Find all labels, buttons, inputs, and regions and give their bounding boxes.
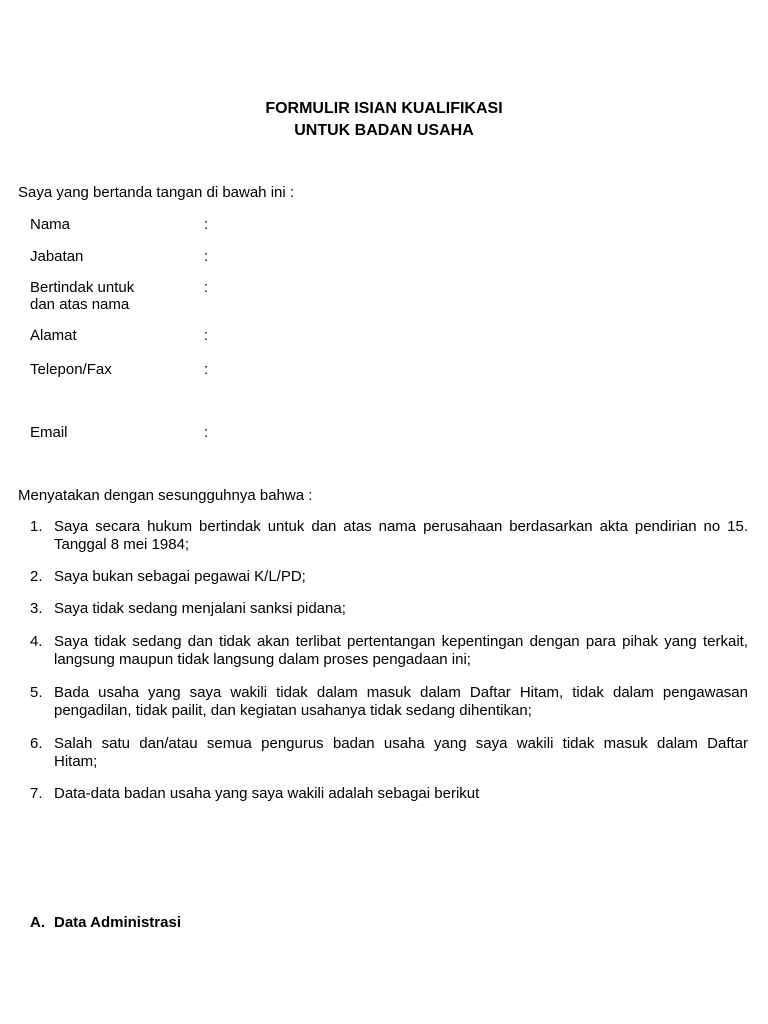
item-line: Salah satu dan/atau semua pengurus badan usaha yang saya wakili tidak masuk dalam Daftar <box>54 735 748 752</box>
field-colon-jabatan: : <box>204 248 209 265</box>
field-colon-nama: : <box>204 216 209 233</box>
field-colon-alamat: : <box>204 327 209 344</box>
item-number: 5. <box>30 684 43 701</box>
list-item <box>54 568 748 586</box>
field-label-alamat: Alamat <box>30 327 77 344</box>
intro-text: Saya yang bertanda tangan di bawah ini : <box>18 184 295 201</box>
section-letter: A. <box>30 914 45 931</box>
list-item <box>54 600 748 618</box>
item-line: pengadilan, tidak pailit, dan kegiatan usahanya tidak sedang dihentikan; <box>54 702 532 719</box>
list-item <box>54 735 748 771</box>
field-label-bertindak: Bertindak untuk <box>30 279 135 296</box>
field-label-jabatan: Jabatan <box>30 248 84 265</box>
field-label-nama: Nama <box>30 216 71 233</box>
section-title: Data Administrasi <box>54 914 181 931</box>
item-line: Bada usaha yang saya wakili tidak dalam masuk dalam Daftar Hitam, tidak dalam pengawasan <box>54 684 748 701</box>
statement-intro: Menyatakan dengan sesungguhnya bahwa : <box>18 487 313 504</box>
field-colon-bertindak: : <box>204 279 209 296</box>
item-line: Hitam; <box>54 753 98 770</box>
field-colon-email: : <box>204 424 209 441</box>
list-item <box>54 684 748 720</box>
item-number: 1. <box>30 518 43 535</box>
item-line: Saya bukan sebagai pegawai K/L/PD; <box>54 568 306 585</box>
field-colon-telepon: : <box>204 361 209 378</box>
item-line: langsung maupun tidak langsung dalam proses pengadaan ini; <box>54 651 471 668</box>
item-number: 7. <box>30 785 43 802</box>
item-number: 2. <box>30 568 43 585</box>
list-item <box>54 785 748 803</box>
item-number: 4. <box>30 633 43 650</box>
item-line: Data-data badan usaha yang saya wakili adalah sebagai berikut <box>54 785 480 802</box>
field-label-bertindak-line2: dan atas nama <box>30 296 130 313</box>
section-heading-data-administrasi <box>30 914 181 932</box>
item-number: 3. <box>30 600 43 617</box>
item-number: 6. <box>30 735 43 752</box>
item-line: Saya secara hukum bertindak untuk dan atas nama perusahaan berdasarkan akta pendirian no 15. <box>54 518 748 535</box>
list-item <box>54 633 748 669</box>
form-subtitle: UNTUK BADAN USAHA <box>294 122 474 139</box>
field-label-email: Email <box>30 424 68 441</box>
item-line: Saya tidak sedang menjalani sanksi pidana; <box>54 600 346 617</box>
item-line: Saya tidak sedang dan tidak akan terlibat pertentangan kepentingan dengan para pihak yang terkait, <box>54 633 748 650</box>
item-line: Tanggal 8 mei 1984; <box>54 536 190 553</box>
form-title: FORMULIR ISIAN KUALIFIKASI <box>265 100 503 117</box>
list-item <box>54 518 748 554</box>
field-label-telepon: Telepon/Fax <box>30 361 112 378</box>
